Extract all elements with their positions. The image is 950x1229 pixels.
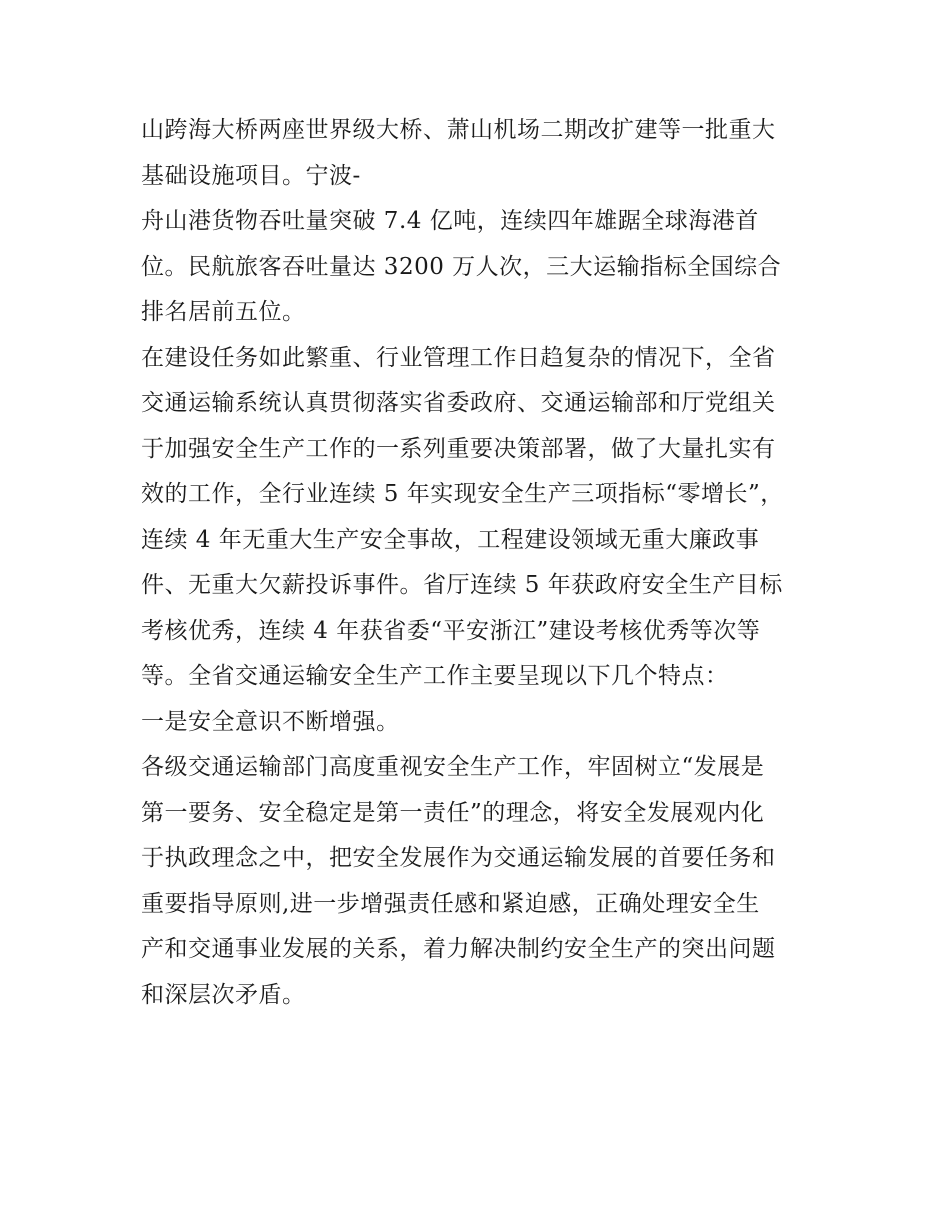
text-line: 排名居前五位。 xyxy=(141,299,306,325)
text-line: 交通运输系统认真贯彻落实省委政府、交通运输部和厅党组关 xyxy=(141,390,776,416)
text-line: 重要指导原则,进一步增强责任感和紧迫感，正确处理安全生 xyxy=(141,890,760,917)
text-line: 和深层次矛盾。 xyxy=(141,981,306,1008)
document-body xyxy=(141,108,821,1018)
text-line: 等。全省交通运输安全生产工作主要呈现以下几个特点： xyxy=(141,663,729,689)
text-line: 于执政理念之中，把安全发展作为交通运输发展的首要任务和 xyxy=(141,845,776,871)
text-line: 考核优秀，连续 4 年获省委“平安浙江”建设考核优秀等次等 xyxy=(141,617,761,644)
text-line: 于加强安全生产工作的一系列重要决策部署，做了大量扎实有 xyxy=(141,435,776,462)
text-line: 一是安全意识不断增强。 xyxy=(141,708,400,735)
text-line: 舟山港货物吞吐量突破 7.4 亿吨，连续四年雄踞全球海港首 xyxy=(141,208,759,234)
text-line: 基础设施项目。宁波- xyxy=(141,162,361,189)
text-line: 山跨海大桥两座世界级大桥、萧山机场二期改扩建等一批重大 xyxy=(141,117,776,143)
text-line: 效的工作，全行业连续 5 年实现安全生产三项指标“零增长”， xyxy=(141,481,784,507)
text-line: 产和交通事业发展的关系，着力解决制约安全生产的突出问题 xyxy=(141,936,776,962)
text-line: 连续 4 年无重大生产安全事故，工程建设领域无重大廉政事 xyxy=(141,526,760,553)
text-line: 件、无重大欠薪投诉事件。省厅连续 5 年获政府安全生产目标 xyxy=(141,572,783,598)
text-line: 各级交通运输部门高度重视安全生产工作，牢固树立“发展是 xyxy=(141,754,765,780)
text-line: 位。民航旅客吞吐量达 3200 万人次，三大运输指标全国综合 xyxy=(141,253,782,280)
text-line: 在建设任务如此繁重、行业管理工作日趋复杂的情况下，全省 xyxy=(141,344,776,371)
text-line: 第一要务、安全稳定是第一责任”的理念，将安全发展观内化 xyxy=(141,799,765,826)
